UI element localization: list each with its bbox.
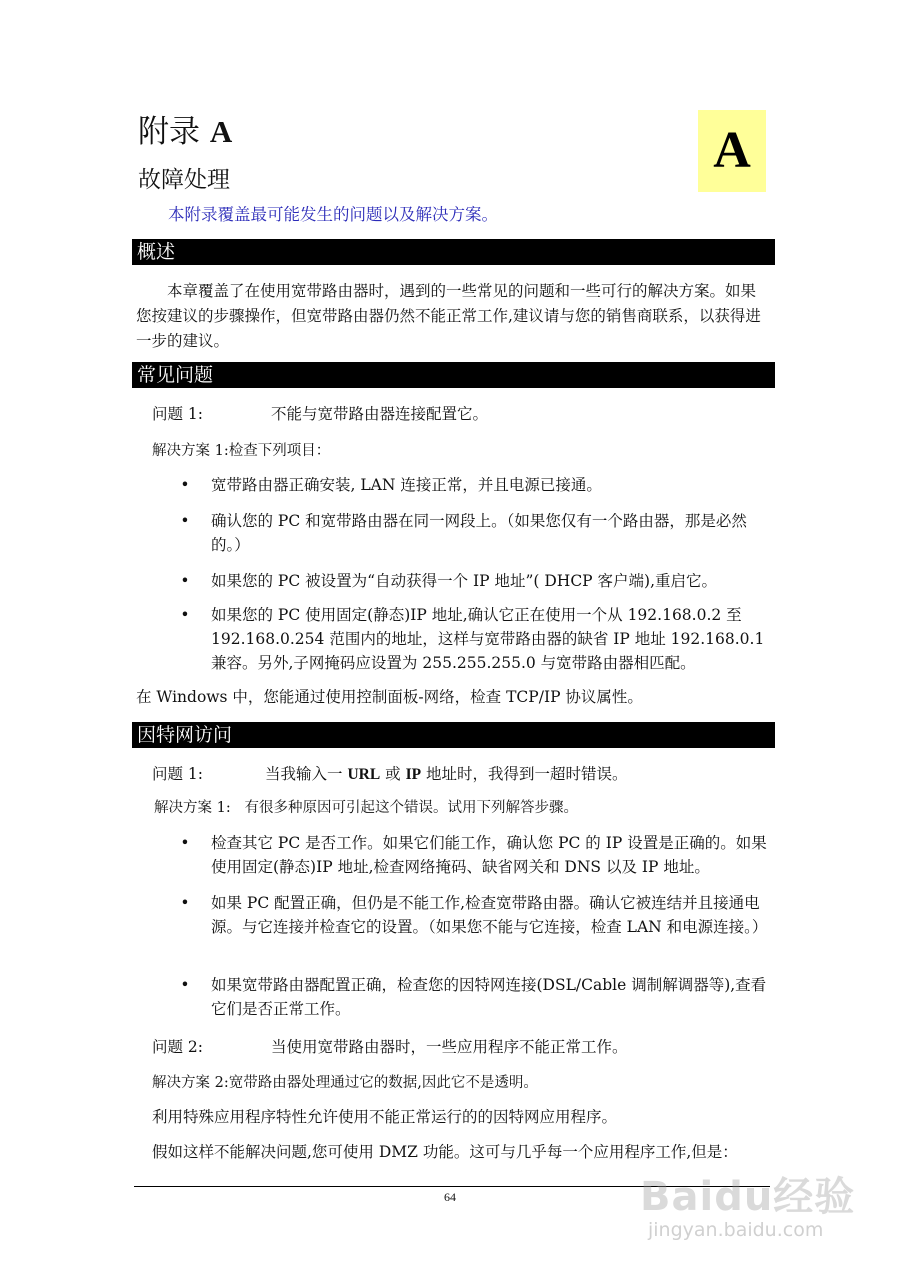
internet-question-1-label: 问题 1: — [152, 765, 204, 783]
section-heading-common-issues: 常见问题 — [132, 362, 775, 388]
bullet-dot-icon: • — [180, 834, 190, 852]
bullet-text: 如果您的 PC 使用固定(静态)IP 地址,确认它正在使用一个从 192.168.0.2 至 192.168.0.254 范围内的地址，这样与宽带路由器的缺省 IP 地址 192.168.0.1 兼容。另外,子网掩码应设置为 255.255.255.0 与宽带路由器相匹配。 — [211, 606, 765, 672]
bullet-text: 宽带路由器正确安装, LAN 连接正常，并且电源已接通。 — [211, 476, 602, 494]
common-solution-1-label: 解决方案 1:检查下列项目： — [152, 443, 331, 459]
baidu-logo-watermark: Baidu经验 — [640, 1174, 856, 1220]
common-question-1-text: 不能与宽带路由器连接配置它。 — [271, 405, 489, 423]
q1-text-part: 或 — [385, 765, 401, 783]
internet-question-2-label: 问题 2: — [152, 1038, 204, 1056]
appendix-subtitle: 故障处理 — [138, 167, 230, 193]
appendix-letter-badge: A — [698, 110, 766, 192]
section-heading-overview: 概述 — [132, 239, 775, 265]
baidu-watermark — [640, 1165, 880, 1265]
bullet-text: 检查其它 PC 是否工作。如果它们能工作，确认您 PC 的 IP 设置是正确的。如果使用固定(静态)IP 地址,检查网络掩码、缺省网关和 DNS 以及 IP 地址。 — [211, 834, 767, 876]
internet-solution-2-line: 假如这样不能解决问题,您可使用 DMZ 功能。这可与几乎每一个应用程序工作,但是： — [152, 1143, 738, 1161]
q1-text-part: 当我输入一 — [265, 765, 343, 783]
bullet-dot-icon: • — [180, 894, 190, 912]
internet-question-2-text: 当使用宽带路由器时，一些应用程序不能正常工作。 — [271, 1038, 628, 1056]
bullet-text: 确认您的 PC 和宽带路由器在同一网段上。（如果您仅有一个路由器，那是必然的。） — [211, 512, 747, 554]
bullet-text: 如果 PC 配置正确，但仍是不能工作,检查宽带路由器。确认它被连结并且接通电源。与它连接并检查它的设置。（如果您不能与它连接，检查 LAN 和电源连接。） — [211, 894, 768, 936]
common-question-1-label: 问题 1: — [152, 405, 204, 423]
bullet-dot-icon: • — [180, 512, 190, 530]
page-number: 64 — [444, 1190, 456, 1204]
appendix-title-prefix: 附录 — [138, 114, 200, 150]
appendix-title-letter: A — [209, 114, 233, 149]
overview-paragraph: 本章覆盖了在使用宽带路由器时，遇到的一些常见的问题和一些可行的解决方案。如果您按建议的步骤操作，但宽带路由器仍然不能正常工作,建议请与您的销售商联系，以获得进一步的建议。 — [136, 282, 761, 350]
bullet-dot-icon: • — [180, 606, 190, 624]
internet-question-1-text — [265, 763, 628, 786]
bullet-dot-icon: • — [180, 572, 190, 590]
section-heading-internet-access: 因特网访问 — [132, 722, 775, 748]
bullet-dot-icon: • — [180, 976, 190, 994]
windows-note: 在 Windows 中，您能通过使用控制面板-网络，检查 TCP/IP 协议属性。 — [136, 688, 643, 706]
bullet-text: 如果宽带路由器配置正确，检查您的因特网连接(DSL/Cable 调制解调器等),查看它们是否正常工作。 — [211, 976, 767, 1018]
bullet-dot-icon: • — [180, 476, 190, 494]
q1-ip-term: IP — [405, 766, 422, 783]
internet-solution-2-label: 解决方案 2:宽带路由器处理通过它的数据,因此它不是透明。 — [152, 1075, 538, 1091]
internet-solution-1-label: 解决方案 1: 有很多种原因可引起这个错误。试用下列解答步骤。 — [154, 800, 579, 816]
bullet-text: 如果您的 PC 被设置为“自动获得一个 IP 地址”( DHCP 客户端),重启它。 — [211, 572, 718, 590]
appendix-title — [138, 114, 232, 150]
q1-text-part: 地址时，我得到一超时错误。 — [426, 765, 628, 783]
appendix-intro: 本附录覆盖最可能发生的问题以及解决方案。 — [168, 205, 498, 224]
watermark-url: jingyan.baidu.com — [648, 1219, 824, 1241]
q1-url-term: URL — [347, 766, 381, 783]
internet-solution-2-line: 利用特殊应用程序特性允许使用不能正常运行的的因特网应用程序。 — [152, 1108, 618, 1126]
